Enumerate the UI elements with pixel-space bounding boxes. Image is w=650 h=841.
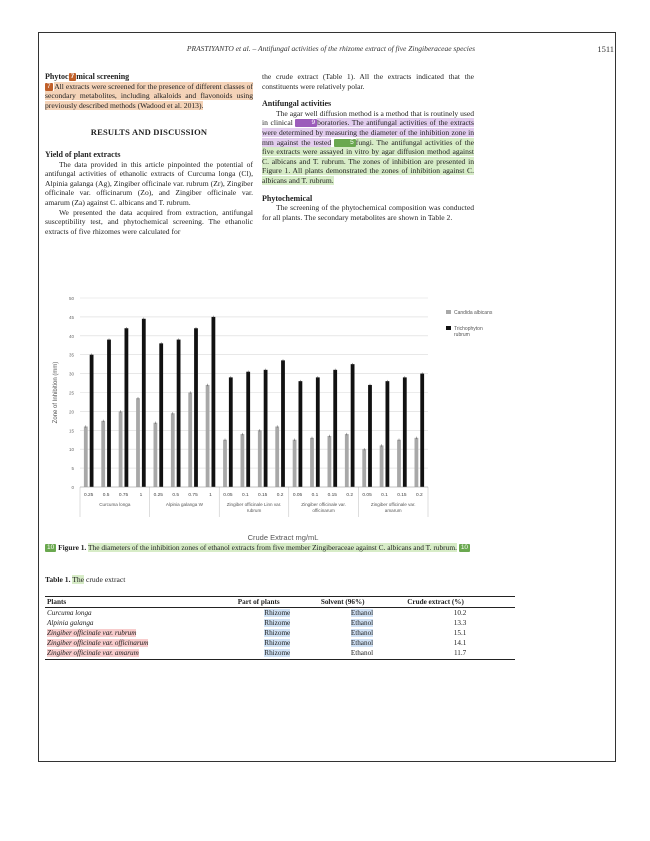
y-tick-label: 0 (71, 485, 74, 490)
x-tick-label: 0.2 (415, 493, 423, 498)
x-tick-label: 0.5 (102, 493, 110, 498)
bar-candida (101, 421, 105, 487)
group-label: Zingiber officinale var. (370, 502, 416, 507)
figure-label: Figure 1. (58, 543, 87, 552)
phyto-heading: Phytoc 7 mical screening (45, 72, 130, 81)
yield-paragraph-1: The data provided in this article pinpointed the potential of antifungal activities of ethanolic extracts of Curcuma longa (Cl), Alpinia galanga (Ag), Zingiber officinale var. rubrum (Zr), Zingiber officinale var. officinarum (Zo), and Zingiber officinale var. amarum (Za) against C. albicans and T. rubrum. (45, 159, 253, 207)
y-tick-label: 15 (68, 428, 74, 434)
x-tick-label: 0.75 (188, 493, 198, 498)
results-title: RESULTS AND DISCUSSION (90, 127, 208, 138)
bar-candida (380, 445, 384, 487)
y-tick-label: 50 (68, 296, 74, 301)
x-tick-label: 0.2 (346, 493, 354, 498)
annotation-tag: 10 (460, 544, 469, 551)
bar-candida (293, 440, 297, 487)
chart-x-title: Crude Extract mg/mL (247, 533, 319, 542)
bar-candida (154, 423, 158, 487)
bar-trichophyton (281, 360, 285, 487)
x-tick-label: 0.05 (362, 493, 372, 498)
x-tick-label: 0.5 (172, 493, 180, 498)
caption-text: The diameters of the inhibition zones of ethanol extracts from five member Zingiberaceae against C. albicans and T. rubrum. (88, 543, 457, 552)
group-label: rubrum (246, 508, 262, 513)
x-tick-label: 0.25 (84, 493, 94, 498)
bar-trichophyton (125, 328, 129, 487)
bar-trichophyton (107, 340, 111, 487)
annotation-tag: 9 (295, 119, 317, 127)
bar-trichophyton (264, 370, 268, 487)
running-title: PRASTIYANTO et al. – Antifungal activities of the rhizome extract of five Zingiberaceae species (186, 44, 476, 53)
header-solvent: Solvent (96%) (319, 597, 405, 608)
bar-trichophyton (212, 317, 216, 487)
header-plants: Plants (45, 597, 236, 608)
bar-candida (362, 449, 366, 487)
x-tick-label: 1 (209, 493, 212, 498)
bar-trichophyton (177, 340, 181, 487)
annotation-tag: 7 (70, 73, 75, 80)
bar-candida (275, 427, 279, 487)
running-header (48, 44, 614, 53)
phyto-paragraph: 7 All extracts were screened for the presence of different classes of secondary metabolites, including alkaloids and flavonoids using previously described methods (Wadood et al. 2013). (45, 81, 254, 110)
x-tick-label: 0.25 (153, 493, 163, 498)
annotation-tag: 5 (334, 139, 356, 147)
bar-candida (397, 440, 401, 487)
group-label: officinarum (312, 508, 335, 513)
x-tick-label: 0.1 (241, 493, 249, 498)
y-axis-label: Zone of Inhibition (mm) (53, 361, 59, 424)
yield-paragraph-2: We presented the data acquired from extraction, antifungal susceptibility test, and phytochemical screening. The ethanolic extracts of five rhizomes were calculated for (45, 207, 253, 236)
page-number: 1511 (597, 44, 614, 54)
header-crude: Crude extract (%) (405, 597, 515, 608)
bar-trichophyton (386, 381, 390, 487)
x-tick-label: 0.1 (381, 493, 388, 498)
bar-trichophyton (351, 364, 355, 487)
legend-swatch (446, 310, 451, 314)
bar-trichophyton (194, 328, 198, 487)
table-row: Zingiber officinale var. officinarum Rhizome Ethanol 14.1 (47, 639, 467, 648)
x-tick-label: 0.05 (223, 493, 233, 498)
bar-candida (136, 398, 140, 487)
table-row: Zingiber officinale var. amarum Rhizome Ethanol 11.7 (45, 649, 515, 660)
bar-trichophyton (229, 377, 233, 487)
bar-trichophyton (142, 319, 146, 487)
table-row: Curcuma longa Rhizome Ethanol 10.2 (47, 608, 467, 617)
x-tick-label: 0.15 (327, 493, 337, 498)
y-tick-label: 10 (68, 447, 74, 453)
bar-trichophyton (368, 385, 372, 487)
x-tick-label: 0.1 (311, 493, 319, 498)
bar-candida (258, 430, 262, 487)
y-tick-label: 30 (68, 371, 74, 377)
crude-extract-paragraph: the crude extract (Table 1). All the extracts indicated that the constituents were relatively polar. (262, 72, 474, 91)
table-row: Zingiber officinale var. rubrum Rhizome Ethanol 15.1 (47, 628, 467, 637)
bar-candida (223, 440, 227, 487)
antifungal-heading: Antifungal activities (262, 99, 332, 109)
y-tick-label: 20 (68, 409, 74, 415)
x-tick-label: 0.15 (397, 493, 407, 498)
y-tick-label: 35 (68, 352, 74, 358)
table-title: Table 1. The crude extract (45, 575, 126, 584)
phytochemical-paragraph: The screening of the phytochemical composition was conducted for all plants. The secondary metabolites are shown in Table 2. (262, 203, 474, 222)
x-tick-label: 0.2 (276, 493, 284, 498)
bar-candida (345, 434, 349, 487)
antifungal-paragraph: The agar well diffusion method is a method that is routinely used in clinical 9 boratories. The antifungal activities of the extracts were determined by measuring the diameter of the inhibition zone in mm against the tested 5 fungi. The antifungal activities of the five extracts were assayed in vitro by agar diffusion method against C. albicans and T. rubrum. The zones of inhibition are presented in Figure 1. All plants demonstrated the zones of inhibition against C. albicans and T. rubrum. (262, 108, 474, 185)
yield-heading: Yield of plant extracts (45, 149, 121, 159)
bar-trichophyton (333, 370, 337, 487)
y-tick-label: 45 (68, 314, 74, 320)
group-label: Zingiber officinale var. (301, 502, 346, 507)
bar-candida (188, 393, 192, 488)
header-part: Part of plants (236, 597, 319, 608)
legend-label: rubrum (454, 332, 470, 338)
table-row: Alpinia galanga Rhizome Ethanol 13.3 (47, 618, 467, 627)
bar-trichophyton (246, 372, 250, 487)
bar-candida (310, 438, 314, 487)
legend-label: Trichophyton (454, 326, 483, 332)
bar-trichophyton (403, 377, 407, 487)
group-label: Curcuma longa (99, 502, 131, 507)
figure-1-chart (48, 290, 518, 538)
bar-candida (328, 436, 332, 487)
bar-trichophyton (90, 355, 94, 487)
table-header-row (45, 597, 515, 608)
bar-trichophyton (420, 374, 424, 487)
bar-chart-svg (48, 290, 518, 538)
annotation-tag: 7 (47, 82, 51, 90)
bar-candida (415, 438, 419, 487)
bar-candida (206, 385, 210, 487)
y-tick-label: 5 (71, 466, 74, 472)
annotation-tag: 10 (47, 544, 55, 551)
bar-candida (119, 411, 123, 487)
bar-trichophyton (159, 343, 163, 487)
x-tick-label: 1 (139, 493, 143, 498)
right-column (262, 72, 474, 222)
bar-trichophyton (316, 377, 320, 487)
bar-candida (171, 413, 175, 487)
group-label: amarum (384, 508, 402, 513)
left-column (45, 72, 253, 236)
group-label: Zingiber officinale Linn var. (226, 502, 282, 507)
y-tick-label: 40 (68, 333, 74, 339)
legend-swatch (446, 326, 451, 330)
crude-extract-table (45, 596, 515, 660)
bar-trichophyton (299, 381, 303, 487)
x-tick-label: 0.15 (258, 493, 268, 498)
figure-caption (45, 543, 515, 553)
group-label: Alpinia galanga W (165, 502, 203, 507)
bar-candida (241, 434, 245, 487)
legend-label: Candida albicans (454, 310, 493, 316)
phytochemical-heading: Phytochemical (262, 193, 313, 203)
x-tick-label: 0.75 (118, 493, 129, 498)
y-tick-label: 25 (68, 390, 74, 396)
x-tick-label: 0.05 (292, 493, 303, 498)
bar-candida (84, 427, 88, 487)
